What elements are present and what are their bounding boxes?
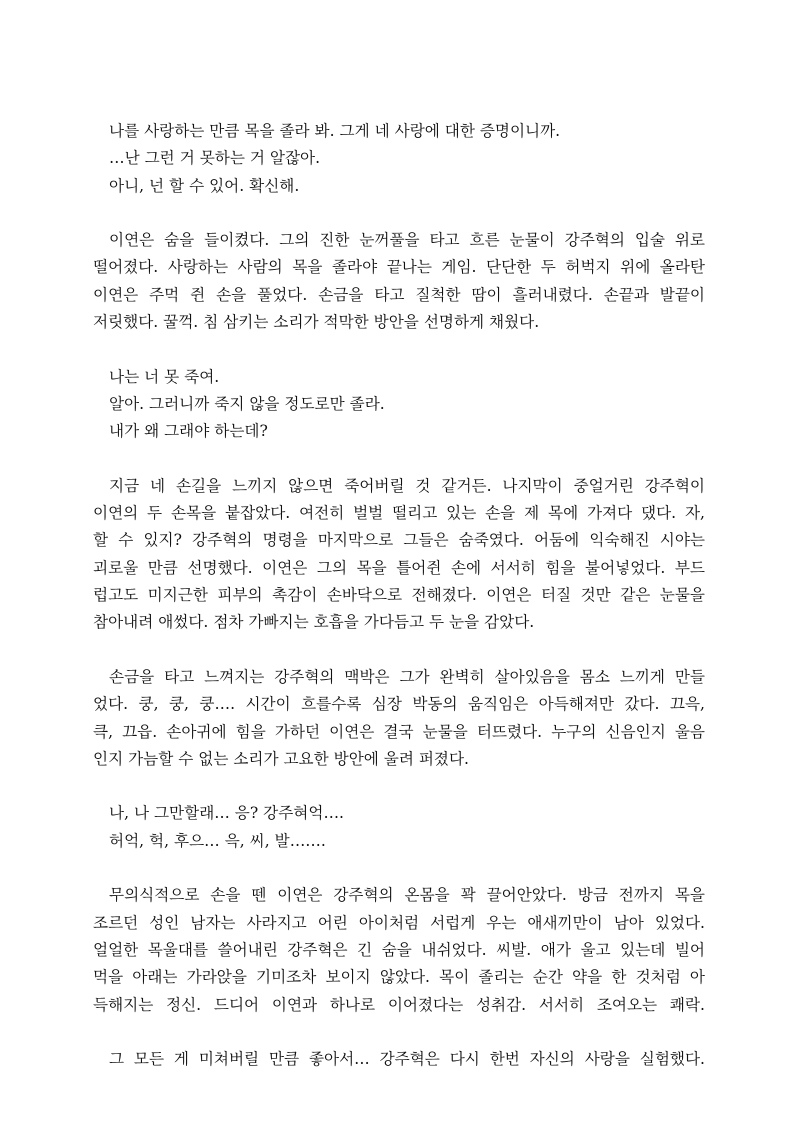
- paragraph-narration-4: [93, 882, 705, 1018]
- text-line: 떨어졌다. 사랑하는 사람의 목을 졸라야 끝나는 게임. 단단한 두 허벅지 위에 올라탄: [93, 258, 705, 277]
- text-line: 내가 왜 그래야 하는데?: [109, 422, 268, 441]
- paragraph-gap: [93, 855, 705, 882]
- paragraph-gap: [93, 637, 705, 664]
- paragraph-narration-3: [93, 664, 705, 773]
- text-line: 었다. 쿵, 쿵, 쿵…. 시간이 흐를수록 심장 박동의 움직임은 아득해져만 갔다. 끄윽,: [93, 695, 705, 714]
- paragraph-gap: [93, 200, 705, 227]
- text-line: 지금 네 손길을 느끼지 않으면 죽어버릴 것 같거든. 나지막이 중얼거린 강주혁이: [109, 476, 705, 495]
- document-page: [93, 118, 705, 1073]
- text-line: 이연은 주먹 쥔 손을 풀었다. 손금을 타고 질척한 땀이 흘러내렸다. 손끝과 발끝이: [93, 285, 705, 304]
- text-line: 무의식적으로 손을 뗀 이연은 강주혁의 온몸을 꽉 끌어안았다. 방금 전까지 목을: [109, 886, 705, 905]
- text-line: 조르던 성인 남자는 사라지고 어린 아이처럼 서럽게 우는 애새끼만이 남아 있었다.: [93, 913, 705, 932]
- text-line: 허억, 헉, 후으… 윽, 씨, 발…….: [109, 831, 326, 850]
- text-line: 알아. 그러니까 죽지 않을 정도로만 졸라.: [109, 394, 385, 413]
- text-line: 인지 가늠할 수 없는 소리가 고요한 방안에 울려 퍼졌다.: [93, 749, 470, 768]
- text-line: 나, 나 그만할래… 응? 강주혀억….: [109, 804, 344, 823]
- text-line: 득해지는 정신. 드디어 이연과 하나로 이어졌다는 성취감. 서서히 조여오는 쾌락.: [93, 995, 705, 1014]
- paragraph-gap: [93, 1019, 705, 1046]
- text-line: 나를 사랑하는 만큼 목을 졸라 봐. 그게 네 사랑에 대한 증명이니까.: [109, 122, 561, 140]
- text-line: 손금을 타고 느껴지는 강주혁의 맥박은 그가 완벽히 살아있음을 몸소 느끼게 만들: [109, 667, 705, 686]
- text-line: 괴로울 만큼 선명했다. 이연은 그의 목을 틀어쥔 손에 서서히 힘을 불어넣었다. 부드: [93, 558, 705, 577]
- text-line: …난 그런 거 못하는 거 알잖아.: [109, 149, 321, 168]
- text-line: 이연은 숨을 들이켰다. 그의 진한 눈꺼풀을 타고 흐른 눈물이 강주혁의 입술 위로: [109, 231, 705, 250]
- paragraph-dialogue-1: [93, 118, 705, 200]
- text-line: 큭, 끄읍. 손아귀에 힘을 가하던 이연은 결국 눈물을 터뜨렸다. 누구의 신음인지 울음: [93, 722, 705, 741]
- text-line: 이연의 두 손목을 붙잡았다. 여전히 벌벌 떨리고 있는 손을 제 목에 가져다 댔다. 자,: [93, 504, 705, 523]
- paragraph-narration-2: [93, 473, 705, 637]
- paragraph-dialogue-3: [93, 800, 705, 855]
- paragraph-gap: [93, 336, 705, 363]
- text-line: 나는 너 못 죽여.: [109, 367, 220, 386]
- text-line: 할 수 있지? 강주혁의 명령을 마지막으로 그들은 숨죽였다. 어둠에 익숙해진 시야는: [93, 531, 705, 550]
- paragraph-narration-5: [93, 1046, 705, 1073]
- paragraph-gap: [93, 773, 705, 800]
- text-line: 먹을 아래는 가라앉을 기미조차 보이지 않았다. 목이 졸리는 순간 약을 한 것처럼 아: [93, 968, 705, 987]
- text-line: 그 모든 게 미쳐버릴 만큼 좋아서… 강주혁은 다시 한번 자신의 사랑을 실험했다.: [109, 1050, 705, 1069]
- text-line: 얼얼한 목울대를 쓸어내린 강주혁은 긴 숨을 내쉬었다. 씨발. 애가 울고 있는데 빌어: [93, 940, 705, 959]
- text-line: 참아내려 애썼다. 점차 가빠지는 호흡을 가다듬고 두 눈을 감았다.: [93, 613, 535, 632]
- text-line: 아니, 넌 할 수 있어. 확신해.: [109, 176, 300, 195]
- paragraph-dialogue-2: [93, 364, 705, 446]
- paragraph-gap: [93, 446, 705, 473]
- text-line: 저릿했다. 꿀꺽. 침 삼키는 소리가 적막한 방안을 선명하게 채웠다.: [93, 313, 540, 332]
- text-line: 럽고도 미지근한 피부의 촉감이 손바닥으로 전해졌다. 이연은 터질 것만 같은 눈물을: [93, 586, 705, 605]
- paragraph-narration-1: [93, 227, 705, 336]
